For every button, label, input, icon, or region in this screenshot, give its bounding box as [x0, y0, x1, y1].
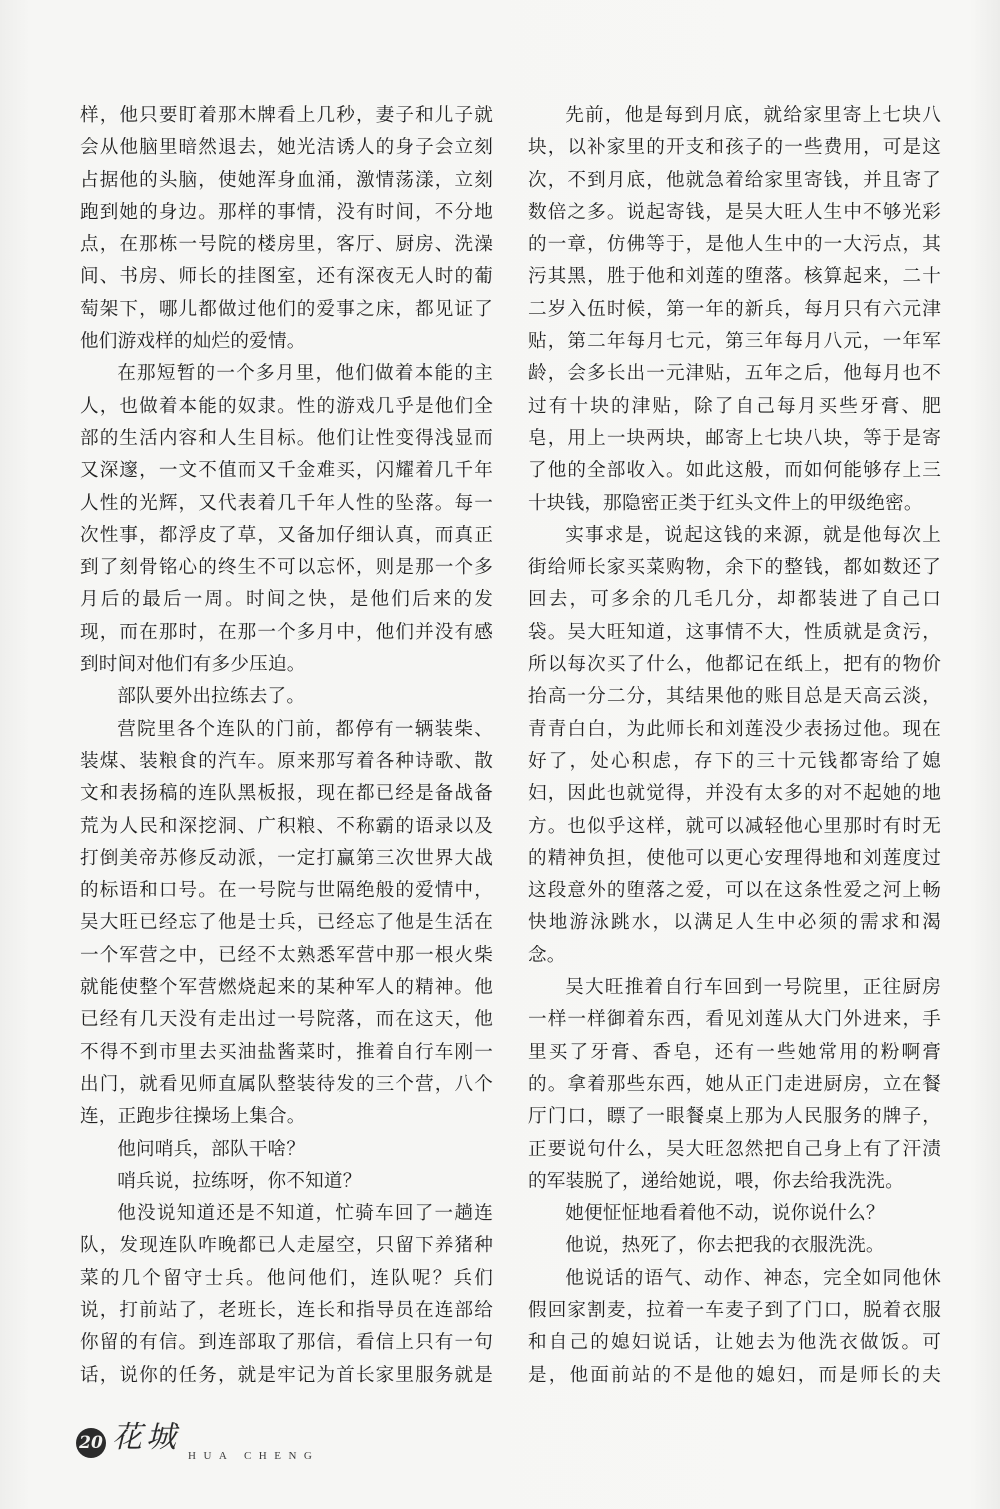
magazine-title: 花城	[112, 1420, 180, 1455]
paragraph: 吴大旺推着自行车回到一号院里，正往厨房一样一样御着东西，看见刘莲从大门外进来，手里买了牙膏、香皂，还有一些她常用的粉啊膏的。拿着那些东西，她从正门走进厨房，立在餐厅门口，瞟了一眼餐桌上那为人民服务的牌子，正要说句什么，吴大旺忽然把自己身上有了汗渍的军装脱了，递给她说，喂，你去给我洗洗。	[528, 977, 941, 1192]
paragraph: 样，他只要盯着那木牌看上几秒，妻子和儿子就会从他脑里暗然退去，她光洁诱人的身子会立刻占据他的头脑，使她浑身血涌，激情荡漾，立刻跑到她的身边。那样的事情，没有时间，不分地点，在那栋一号院的楼房里，客厅、厨房、洗澡间、书房、师长的挂图室，还有深夜无人时的葡萄架下，哪儿都做过他们的爱事之床，都见证了他们游戏样的灿烂的爱情。	[80, 105, 493, 353]
paragraph: 他没说知道还是不知道，忙骑车回了一趟连队，发现连队咋晚都已人走屋空，只留下养猪种菜的几个留守士兵。他问他们，连队呢？兵们说，打前站了，老班长，连长和指导员在连部给你留的有信。到连部取了那信，看信上只有一句话，说你的任务，就是牢记为首长家里服务就是	[80, 1203, 493, 1386]
page-footer	[76, 1420, 396, 1470]
paragraph: 哨兵说，拉练呀，你不知道？	[117, 1170, 362, 1192]
paragraph: 他问哨兵，部队干啥？	[117, 1138, 306, 1160]
paragraph: 她便怔怔地看着他不动，说你说什么？	[565, 1203, 885, 1225]
paragraph: 先前，他是每到月底，就给家里寄上七块八块，以补家里的开支和孩子的一些费用，可是这次，不到月底，他就急着给家里寄钱，并且寄了数倍之多。说起寄钱，是吴大旺人生中不够光彩的一章，仿佛等于，是他人生中的一大污点，其污其黑，胜于他和刘莲的堕落。核算起来，二十二岁入伍时候，第一年的新兵，每月只有六元津贴，第二年每月七元，第三年每月八元，一年军龄，会多长出一元津贴，五年之后，他每月也不过有十块的津贴，除了自己每月买些牙膏、肥皂，用上一块两块，邮寄上七块八块，等于是寄了他的全部收入。如此这般，而如何能够存上三十块钱，那隐密正类于红头文件上的甲级绝密。	[528, 105, 941, 514]
paragraph: 营院里各个连队的门前，都停有一辆装柴、装煤、装粮食的汽车。原来那写着各种诗歌、散文和表扬稿的连队黑板报，现在都已经是备战备荒为人民和深挖洞、广积粮、不称霸的语录以及打倒美帝苏修反动派，一定打赢第三次世界大战的标语和口号。在一号院与世隔绝般的爱情中，吴大旺已经忘了他是士兵，已经忘了他是生活在一个军营之中，已经不太熟悉军营中那一根火柴就能使整个军营燃烧起来的某种军人的精神。他已经有几天没有走出过一号院落，而在这天，他不得不到市里去买油盐酱菜时，推着自行车刚一出门，就看见师直属队整装待发的三个营，八个连，正跑步往操场上集合。	[80, 718, 493, 1128]
paragraph: 他说，热死了，你去把我的衣服洗洗。	[565, 1235, 885, 1257]
magazine-pinyin: HUA CHENG	[188, 1450, 320, 1462]
paragraph: 实事求是，说起这钱的来源，就是他每次上街给师长家买菜购物，余下的整钱，都如数还了回去，可多余的几毛几分，却都装进了自己口袋。吴大旺知道，这事情不大，性质就是贪污，所以每次买了什么，他都记在纸上，把有的物价抬高一分二分，其结果他的账目总是天高云淡，青青白白，为此师长和刘莲没少表扬过他。现在好了，处心积虑，存下的三十元钱都寄给了媳妇，因此也就觉得，并没有太多的对不起她的地方。也似乎这样，就可以减轻他心里那时有时无的精神负担，使他可以更心安理得地和刘莲度过这段意外的堕落之爱，可以在这条性爱之河上畅快地游泳跳水，以满足人生中必须的需求和渴念。	[528, 524, 941, 966]
left-text-column	[80, 100, 493, 1390]
page-number: 20	[76, 1428, 106, 1458]
right-text-column	[528, 100, 941, 1390]
paragraph: 他说话的语气、动作、神态，完全如同他休假回家割麦，拉着一车麦子到了门口，脱着衣服和自己的媳妇说话，让她去为他洗衣做饭。可是，他面前站的不是他的媳妇，而是师长的夫	[528, 1267, 941, 1386]
paragraph: 部队要外出拉练去了。	[117, 686, 306, 708]
paragraph: 在那短暂的一个多月里，他们做着本能的主人，也做着本能的奴隶。性的游戏几乎是他们全部的生活内容和人生目标。他们让性变得浅显而又深邃，一文不值而又千金难买，闪耀着几千年人性的光辉，又代表着几千年人性的坠落。每一次性事，都浮皮了草，又备加仔细认真，而真正到了刻骨铭心的终生不可以忘怀，则是那一个多月后的最后一周。时间之快，是他们后来的发现，而在那时，在那一个多月中，他们并没有感到时间对他们有多少压迫。	[80, 363, 493, 676]
